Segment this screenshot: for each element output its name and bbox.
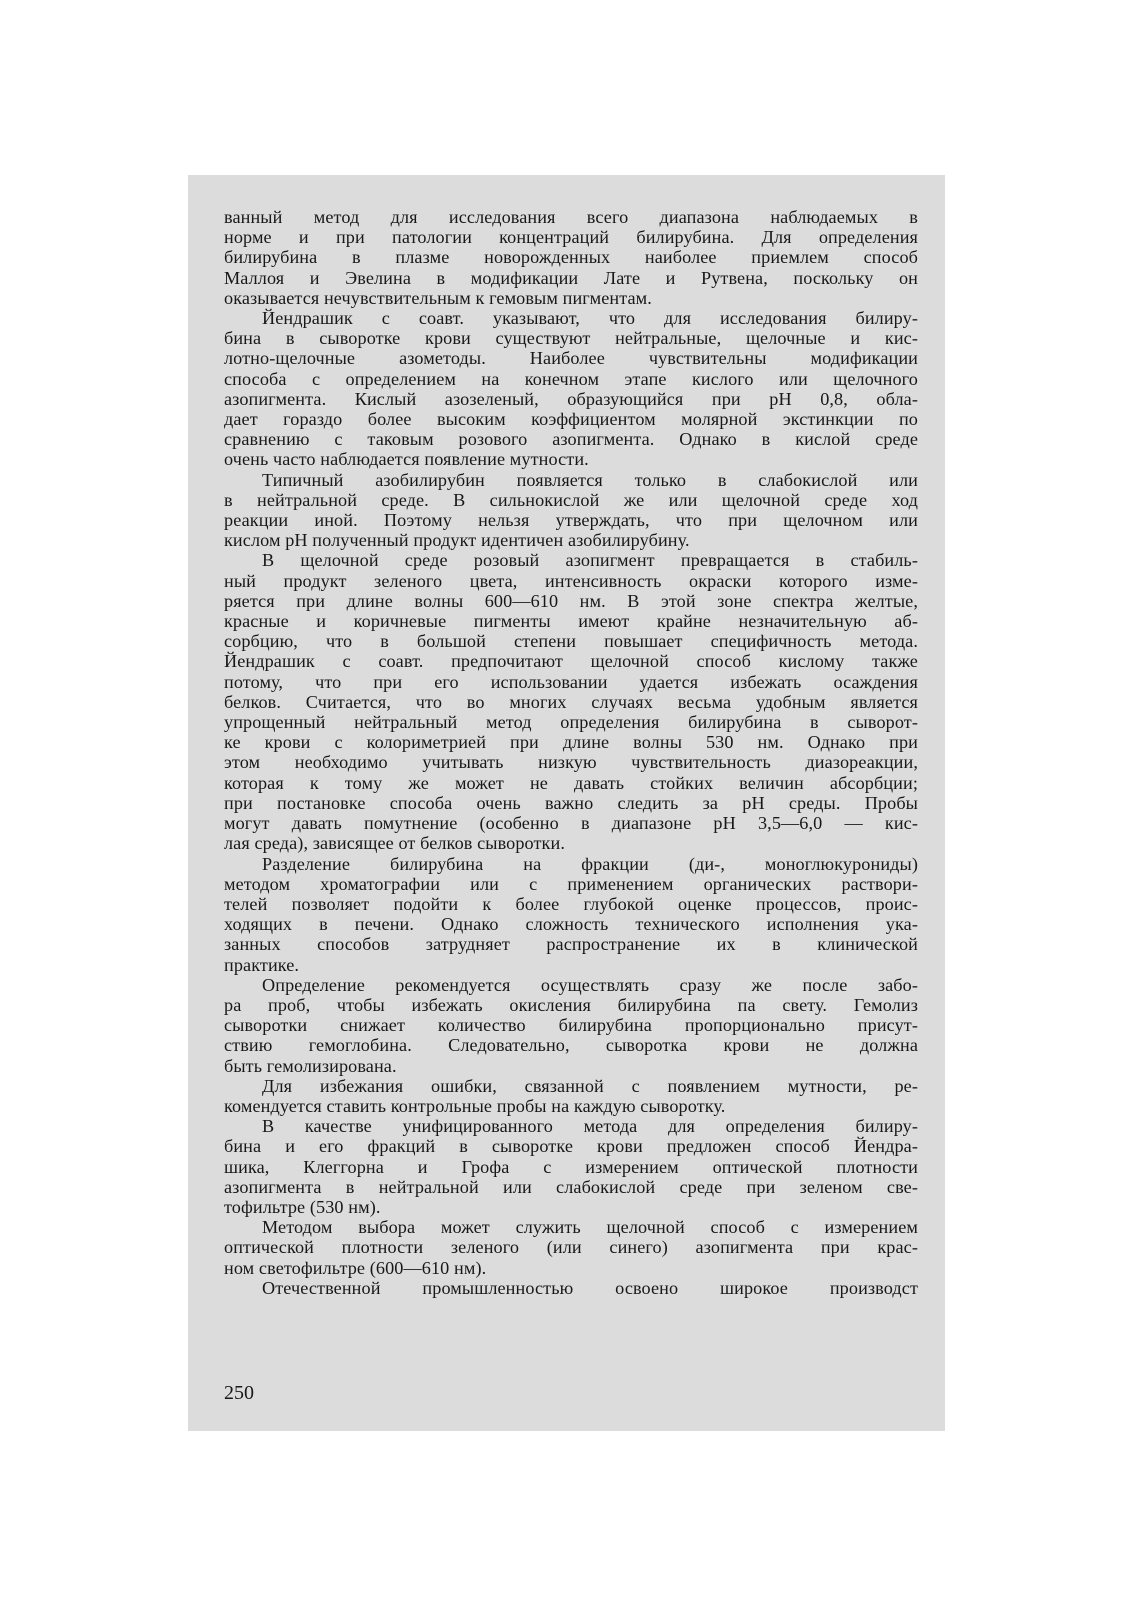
text-line: сравнению с таковым розового азопигмента. Однако в кислой среде — [224, 429, 918, 450]
text-line: Для избежания ошибки, связанной с появлением мутности, ре- — [262, 1075, 918, 1096]
text-line: белков. Считается, что во многих случаях весьма удобным является — [224, 691, 918, 712]
text-line: азопигмента в нейтральной или слабокислой среде при зеленом све- — [224, 1176, 918, 1197]
text-line: Определение рекомендуется осуществлять сразу же после забо- — [262, 974, 918, 995]
text-line: Типичный азобилирубин появляется только в слабокислой или — [262, 469, 918, 490]
text-line: лая среда), зависящее от белков сыворотки. — [224, 833, 565, 854]
text-line: ходящих в печени. Однако сложность технического исполнения ука- — [224, 914, 918, 935]
text-line: лотно-щелочные азометоды. Наиболее чувствительны модификации — [224, 348, 918, 369]
text-line: ном светофильтре (600—610 нм). — [224, 1257, 487, 1278]
text-line: при постановке способа очень важно следить за pH среды. Пробы — [224, 792, 918, 813]
text-line: дает гораздо более высоким коэффициентом молярной экстинкции по — [224, 409, 918, 430]
text-line: упрощенный нейтральный метод определения билирубина в сыворот- — [224, 712, 918, 733]
page-number: 250 — [224, 1382, 254, 1404]
text-line: Маллоя и Эвелина в модификации Лате и Рутвена, поскольку он — [224, 267, 918, 288]
text-line: методом хроматографии или с применением органических раствори- — [224, 873, 918, 894]
text-line: В щелочной среде розовый азопигмент превращается в стабиль- — [262, 550, 918, 571]
text-line: Отечественной промышленностью освоено широкое производст — [262, 1277, 918, 1298]
text-line: ряется при длине волны 600—610 нм. В этой зоне спектра желтые, — [224, 590, 918, 611]
text-line: тофильтре (530 нм). — [224, 1196, 381, 1217]
text-line: сорбцию, что в большой степени повышает специфичность метода. — [224, 631, 918, 652]
text-line: Методом выбора может служить щелочной способ с измерением — [262, 1217, 918, 1238]
text-line: норме и при патологии концентраций билирубина. Для определения — [224, 227, 918, 248]
text-line: кислом pH полученный продукт идентичен азобилирубину. — [224, 530, 690, 551]
text-line: комендуется ставить контрольные пробы на каждую сыворотку. — [224, 1095, 726, 1116]
text-line: ке крови с колориметрией при длине волны 530 нм. Однако при — [224, 732, 918, 753]
text-line: Разделение билирубина на фракции (ди-, моноглюкурониды) — [262, 853, 918, 874]
text-line: которая к тому же может не давать стойких величин абсорбции; — [224, 772, 918, 793]
text-line: бина в сыворотке крови существуют нейтральные, щелочные и кис- — [224, 328, 918, 349]
text-line: этом необходимо учитывать низкую чувствительность диазореакции, — [224, 752, 918, 773]
text-line: могут давать помутнение (особенно в диапазоне pH 3,5—6,0 — кис- — [224, 813, 918, 834]
text-line: потому, что при его использовании удается избежать осаждения — [224, 671, 918, 692]
text-line: Йендрашик с соавт. указывают, что для исследования билиру- — [262, 308, 918, 329]
text-line: практике. — [224, 954, 300, 975]
text-line: сыворотки снижает количество билирубина пропорционально присут- — [224, 1015, 918, 1036]
text-line: оказывается нечувствительным к гемовым пигментам. — [224, 287, 652, 308]
text-line: красные и коричневые пигменты имеют крайне незначительную аб- — [224, 611, 918, 632]
text-line: бина и его фракций в сыворотке крови предложен способ Йендра- — [224, 1136, 918, 1157]
text-line: Йендрашик с соавт. предпочитают щелочной способ кислому также — [224, 651, 918, 672]
text-line: занных способов затрудняет распространение их в клинической — [224, 934, 918, 955]
text-line: быть гемолизирована. — [224, 1055, 397, 1076]
text-line: В качестве унифицированного метода для определения билиру- — [262, 1116, 918, 1137]
text-line: ствию гемоглобина. Следовательно, сыворотка крови не должна — [224, 1035, 918, 1056]
text-line: телей позволяет подойти к более глубокой оценке процессов, проис- — [224, 893, 918, 914]
text-line: ный продукт зеленого цвета, интенсивность окраски которого изме- — [224, 570, 918, 591]
text-line: азопигмента. Кислый азозеленый, образующийся при pH 0,8, обла- — [224, 388, 918, 409]
text-line: способа с определением на конечном этапе кислого или щелочного — [224, 368, 918, 389]
text-line: ра проб, чтобы избежать окисления билирубина па свету. Гемолиз — [224, 994, 918, 1015]
text-line: билирубина в плазме новорожденных наиболее приемлем способ — [224, 247, 918, 268]
scanned-page — [188, 175, 945, 1431]
text-line: реакции иной. Поэтому нельзя утверждать, что при щелочном или — [224, 510, 918, 531]
body-text — [224, 207, 918, 1298]
text-line: в нейтральной среде. В сильнокислой же или щелочной среде ход — [224, 489, 918, 510]
text-line: шика, Клеггорна и Грофа с измерением оптической плотности — [224, 1156, 918, 1177]
text-line: очень часто наблюдается появление мутности. — [224, 449, 589, 470]
text-line: ванный метод для исследования всего диапазона наблюдаемых в — [224, 207, 918, 227]
text-line: оптической плотности зеленого (или синего) азопигмента при крас- — [224, 1237, 918, 1258]
